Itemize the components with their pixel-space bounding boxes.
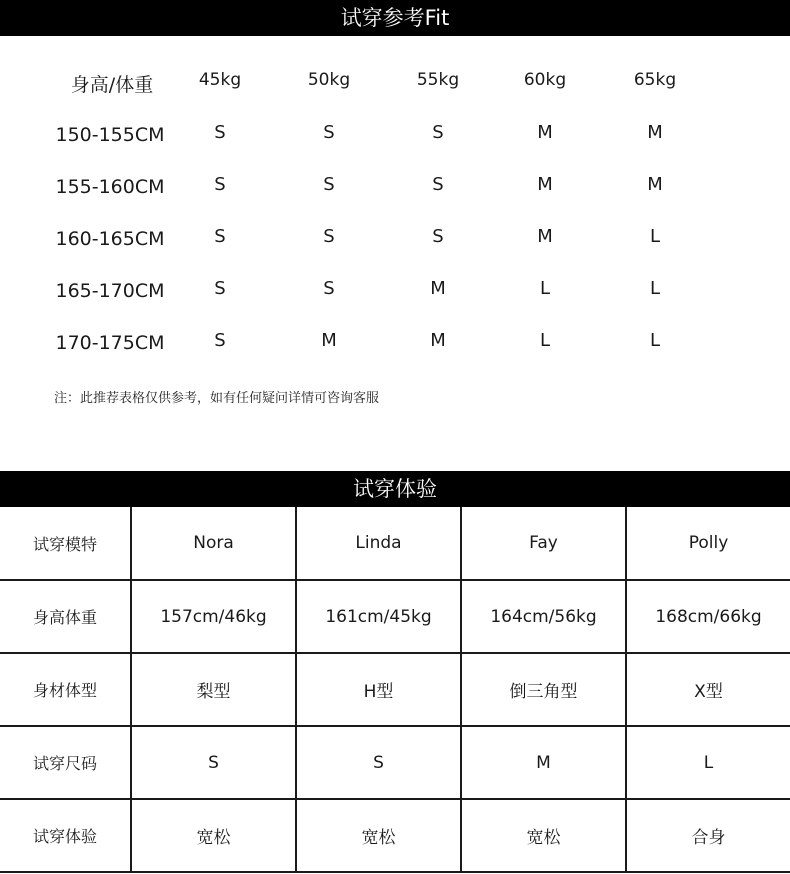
size-cell: S bbox=[432, 174, 444, 195]
try-on-banner bbox=[0, 471, 790, 507]
row-label-size: 试穿尺码 bbox=[0, 726, 131, 799]
height-weight-cell: 164cm/56kg bbox=[461, 580, 626, 653]
fit-table-row bbox=[0, 318, 790, 370]
experience-cell: 宽松 bbox=[296, 799, 461, 872]
experience-cell: 宽松 bbox=[461, 799, 626, 872]
size-cell: S bbox=[432, 122, 444, 143]
header-height-weight: 身高/体重 bbox=[70, 74, 154, 96]
size-cell: S bbox=[214, 226, 226, 247]
size-cell: M bbox=[321, 330, 337, 351]
row-label-height-weight: 身高体重 bbox=[0, 580, 131, 653]
height-range: 150-155CM bbox=[55, 124, 165, 146]
size-cell: L bbox=[649, 330, 661, 351]
size-cell: S bbox=[323, 122, 335, 143]
height-weight-cell: 168cm/66kg bbox=[626, 580, 790, 653]
size-cell: M bbox=[647, 174, 663, 195]
experience-cell: 合身 bbox=[626, 799, 790, 872]
header-weight: 60kg bbox=[523, 70, 567, 90]
size-cell: L bbox=[626, 726, 790, 799]
table-row bbox=[0, 653, 790, 726]
table-row bbox=[0, 507, 790, 580]
fit-table-row bbox=[0, 110, 790, 162]
height-range: 170-175CM bbox=[55, 332, 165, 354]
try-on-title: 试穿体验 bbox=[353, 477, 437, 501]
size-cell: M bbox=[461, 726, 626, 799]
size-cell: S bbox=[296, 726, 461, 799]
body-shape-cell: 梨型 bbox=[131, 653, 296, 726]
size-cell: M bbox=[537, 122, 553, 143]
height-weight-cell: 157cm/46kg bbox=[131, 580, 296, 653]
model-name: Nora bbox=[131, 507, 296, 580]
size-cell: M bbox=[537, 226, 553, 247]
header-weight: 55kg bbox=[416, 70, 460, 90]
size-cell: S bbox=[323, 226, 335, 247]
fit-table-row bbox=[0, 214, 790, 266]
size-fit-table bbox=[0, 58, 790, 370]
size-cell: S bbox=[214, 330, 226, 351]
body-shape-cell: H型 bbox=[296, 653, 461, 726]
height-range: 165-170CM bbox=[55, 280, 165, 302]
size-cell: S bbox=[214, 122, 226, 143]
size-cell: S bbox=[323, 174, 335, 195]
header-weight: 65kg bbox=[633, 70, 677, 90]
model-name: Linda bbox=[296, 507, 461, 580]
size-cell: S bbox=[432, 226, 444, 247]
size-cell: S bbox=[323, 278, 335, 299]
size-cell: M bbox=[430, 330, 446, 351]
try-on-table bbox=[0, 507, 790, 873]
size-cell: M bbox=[647, 122, 663, 143]
row-label-body-shape: 身材体型 bbox=[0, 653, 131, 726]
model-name: Polly bbox=[626, 507, 790, 580]
size-cell: M bbox=[537, 174, 553, 195]
header-weight: 50kg bbox=[307, 70, 351, 90]
header-weight: 45kg bbox=[198, 70, 242, 90]
fit-reference-banner bbox=[0, 0, 790, 36]
size-cell: S bbox=[131, 726, 296, 799]
row-label-model: 试穿模特 bbox=[0, 507, 131, 580]
size-cell: L bbox=[649, 278, 661, 299]
model-name: Fay bbox=[461, 507, 626, 580]
table-row bbox=[0, 799, 790, 872]
height-weight-cell: 161cm/45kg bbox=[296, 580, 461, 653]
fit-table-row bbox=[0, 266, 790, 318]
size-cell: S bbox=[214, 278, 226, 299]
body-shape-cell: X型 bbox=[626, 653, 790, 726]
size-cell: L bbox=[539, 330, 551, 351]
height-range: 160-165CM bbox=[55, 228, 165, 250]
row-label-experience: 试穿体验 bbox=[0, 799, 131, 872]
table-row bbox=[0, 726, 790, 799]
experience-cell: 宽松 bbox=[131, 799, 296, 872]
size-cell: M bbox=[430, 278, 446, 299]
fit-table-header bbox=[0, 58, 790, 110]
height-range: 155-160CM bbox=[55, 176, 165, 198]
disclaimer-note: 注：此推荐表格仅供参考，如有任何疑问详情可咨询客服 bbox=[54, 391, 380, 406]
size-cell: L bbox=[649, 226, 661, 247]
fit-reference-title: 试穿参考Fit bbox=[340, 6, 450, 30]
size-cell: L bbox=[539, 278, 551, 299]
body-shape-cell: 倒三角型 bbox=[461, 653, 626, 726]
size-cell: S bbox=[214, 174, 226, 195]
table-row bbox=[0, 580, 790, 653]
fit-table-row bbox=[0, 162, 790, 214]
